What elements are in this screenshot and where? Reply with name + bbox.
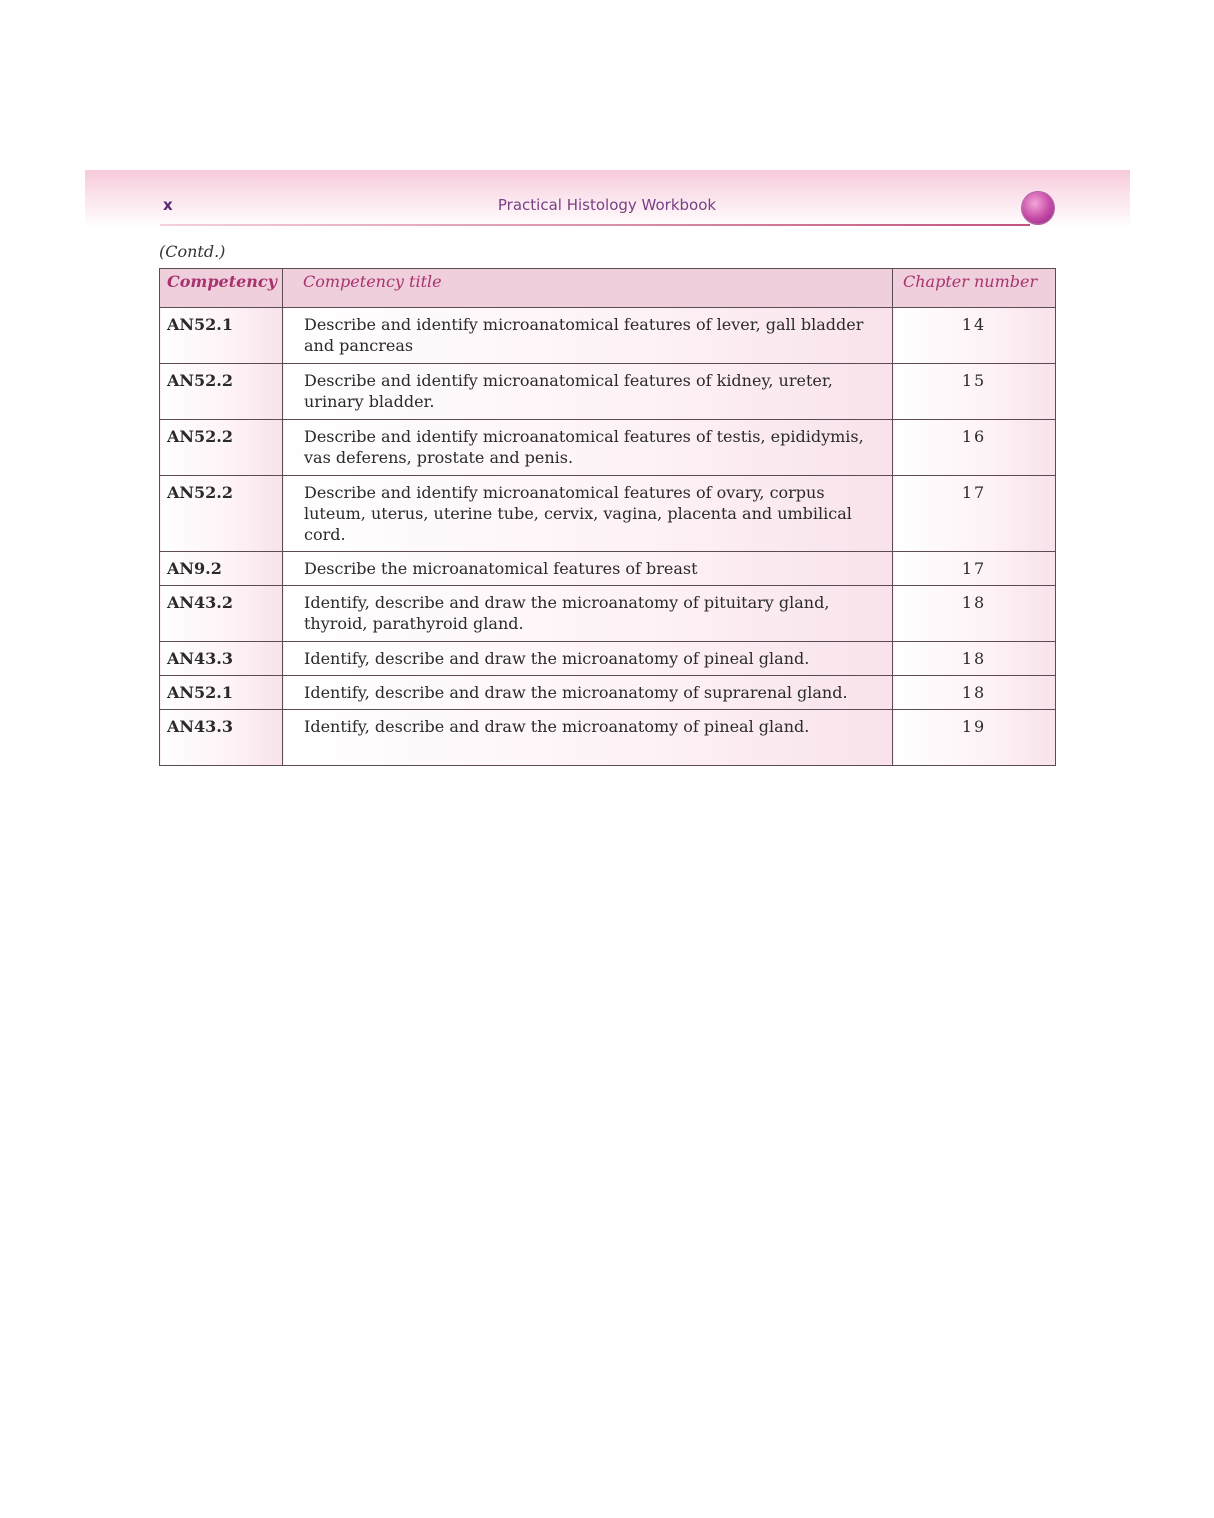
chapter-number: 18 (893, 642, 1056, 676)
table-header-row (160, 269, 1056, 308)
chapter-number: 18 (893, 586, 1056, 642)
chapter-number: 17 (893, 476, 1056, 552)
competency-code: AN52.1 (160, 676, 283, 710)
competency-title: Describe the microanatomical features of breast (283, 552, 893, 586)
table-row (160, 364, 1056, 420)
table-row (160, 642, 1056, 676)
table-row (160, 676, 1056, 710)
competency-code: AN43.2 (160, 586, 283, 642)
table-row (160, 552, 1056, 586)
competency-code: AN52.2 (160, 420, 283, 476)
table-row (160, 586, 1056, 642)
competency-title: Identify, describe and draw the microanatomy of pineal gland. (283, 710, 893, 766)
competency-title: Identify, describe and draw the microanatomy of pineal gland. (283, 642, 893, 676)
competency-title: Describe and identify microanatomical features of lever, gall bladder and pancreas (283, 308, 893, 364)
table-row (160, 308, 1056, 364)
chapter-number: 17 (893, 552, 1056, 586)
table-row (160, 710, 1056, 766)
header-rule (160, 224, 1030, 226)
competency-code: AN9.2 (160, 552, 283, 586)
competency-code: AN43.3 (160, 710, 283, 766)
competency-title: Identify, describe and draw the microanatomy of pituitary gland, thyroid, parathyroid gland. (283, 586, 893, 642)
competency-code: AN52.2 (160, 364, 283, 420)
competency-title: Describe and identify microanatomical features of ovary, corpus luteum, uterus, uterine tube, cervix, vagina, placenta and umbilical cord. (283, 476, 893, 552)
competency-title: Describe and identify microanatomical features of testis, epididymis, vas deferens, prostate and penis. (283, 420, 893, 476)
competency-title: Describe and identify microanatomical features of kidney, ureter, urinary bladder. (283, 364, 893, 420)
chapter-number: 14 (893, 308, 1056, 364)
histology-slide-badge-icon (1022, 192, 1054, 224)
competency-code: AN52.1 (160, 308, 283, 364)
competency-code: AN43.3 (160, 642, 283, 676)
competency-table (159, 268, 1056, 766)
chapter-number: 15 (893, 364, 1056, 420)
table-row (160, 420, 1056, 476)
table-row (160, 476, 1056, 552)
contd-label: (Contd.) (159, 242, 226, 261)
column-header-competency-title: Competency title (283, 269, 893, 308)
chapter-number: 16 (893, 420, 1056, 476)
chapter-number: 18 (893, 676, 1056, 710)
page-number: x (163, 196, 173, 214)
competency-code: AN52.2 (160, 476, 283, 552)
column-header-chapter-number: Chapter number (893, 269, 1056, 308)
column-header-competency: Competency (160, 269, 283, 308)
competency-title: Identify, describe and draw the microanatomy of suprarenal gland. (283, 676, 893, 710)
chapter-number: 19 (893, 710, 1056, 766)
running-title: Practical Histology Workbook (497, 196, 717, 214)
